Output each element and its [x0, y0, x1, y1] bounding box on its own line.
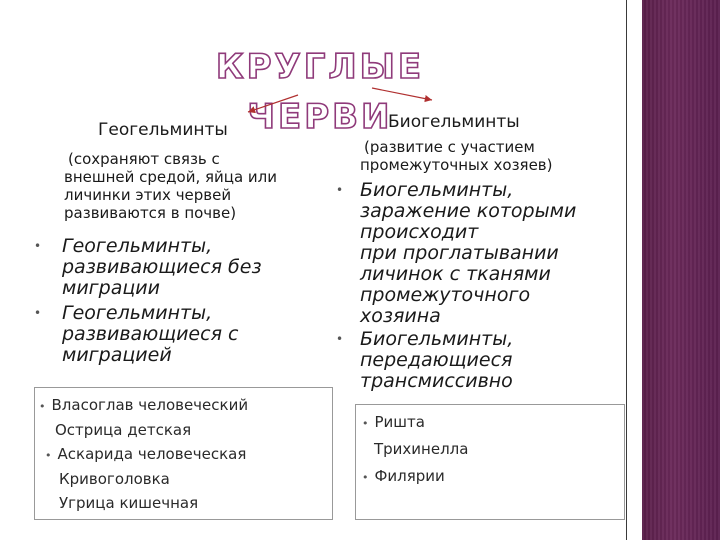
left-subtitle-line: личинки этих червей: [64, 186, 232, 204]
example-item: Угрица кишечная: [59, 494, 199, 512]
right-subtitle: [360, 138, 553, 174]
bullet-line: миграции: [62, 277, 160, 299]
bullet-line: Геогельминты,: [62, 302, 213, 324]
right-subtitle-line: (развитие с участием: [364, 138, 535, 156]
example-item: • Власоглав человеческий: [39, 396, 249, 414]
bullet-line: заражение которыми: [360, 200, 577, 222]
right-bullet-list: [332, 180, 622, 392]
bullet-dot-icon: •: [362, 417, 369, 430]
example-item: • Филярии: [362, 467, 445, 485]
bullet-line: Биогельминты,: [360, 179, 514, 201]
bullet-dot-icon: •: [39, 400, 46, 413]
bullet-line: развивающиеся с: [62, 323, 239, 345]
bullet-dot-icon: •: [336, 332, 344, 346]
bullet-line: при проглатывании: [360, 242, 559, 264]
left-subtitle: [64, 150, 277, 222]
bullet-dot-icon: •: [45, 449, 52, 462]
right-heading: Биогельминты: [388, 112, 520, 132]
example-item: Трихинелла: [374, 440, 469, 458]
list-item: [34, 303, 334, 366]
bullet-line: хозяина: [360, 305, 441, 327]
bullet-line: промежуточного: [360, 284, 531, 306]
bullet-dot-icon: •: [336, 183, 344, 197]
left-heading: Геогельминты: [98, 120, 228, 140]
bullet-line: Геогельминты,: [62, 235, 213, 257]
bullet-line: Биогельминты,: [360, 328, 514, 350]
right-subtitle-line: промежуточных хозяев): [360, 156, 553, 174]
bullet-line: развивающиеся без: [62, 256, 262, 278]
list-item: [34, 236, 334, 299]
example-item: • Ришта: [362, 413, 425, 431]
example-item: Кривоголовка: [59, 470, 170, 488]
left-subtitle-line: (сохраняют связь с: [68, 150, 220, 168]
left-subtitle-line: развиваются в почве): [64, 204, 237, 222]
bullet-line: передающиеся: [360, 349, 513, 371]
slide-title: КРУГЛЫЕ ЧЕРВИ: [215, 47, 425, 137]
left-bullet-list: [34, 236, 334, 366]
bullet-dot-icon: •: [34, 239, 42, 253]
bullet-line: миграцией: [62, 344, 172, 366]
list-item: [332, 180, 622, 327]
bullet-dot-icon: •: [34, 306, 42, 320]
left-examples-box: [34, 387, 333, 520]
bullet-line: трансмиссивно: [360, 370, 513, 392]
example-item: • Аскарида человеческая: [45, 445, 247, 463]
list-item: [332, 329, 622, 392]
arrow-right: [372, 88, 432, 100]
example-item: Острица детская: [55, 421, 192, 439]
bullet-line: личинок с тканями: [360, 263, 551, 285]
bullet-dot-icon: •: [362, 471, 369, 484]
right-examples-box: [355, 404, 625, 520]
bullet-line: происходит: [360, 221, 479, 243]
arrow-left: [248, 95, 298, 112]
left-subtitle-line: внешней средой, яйца или: [64, 168, 278, 186]
